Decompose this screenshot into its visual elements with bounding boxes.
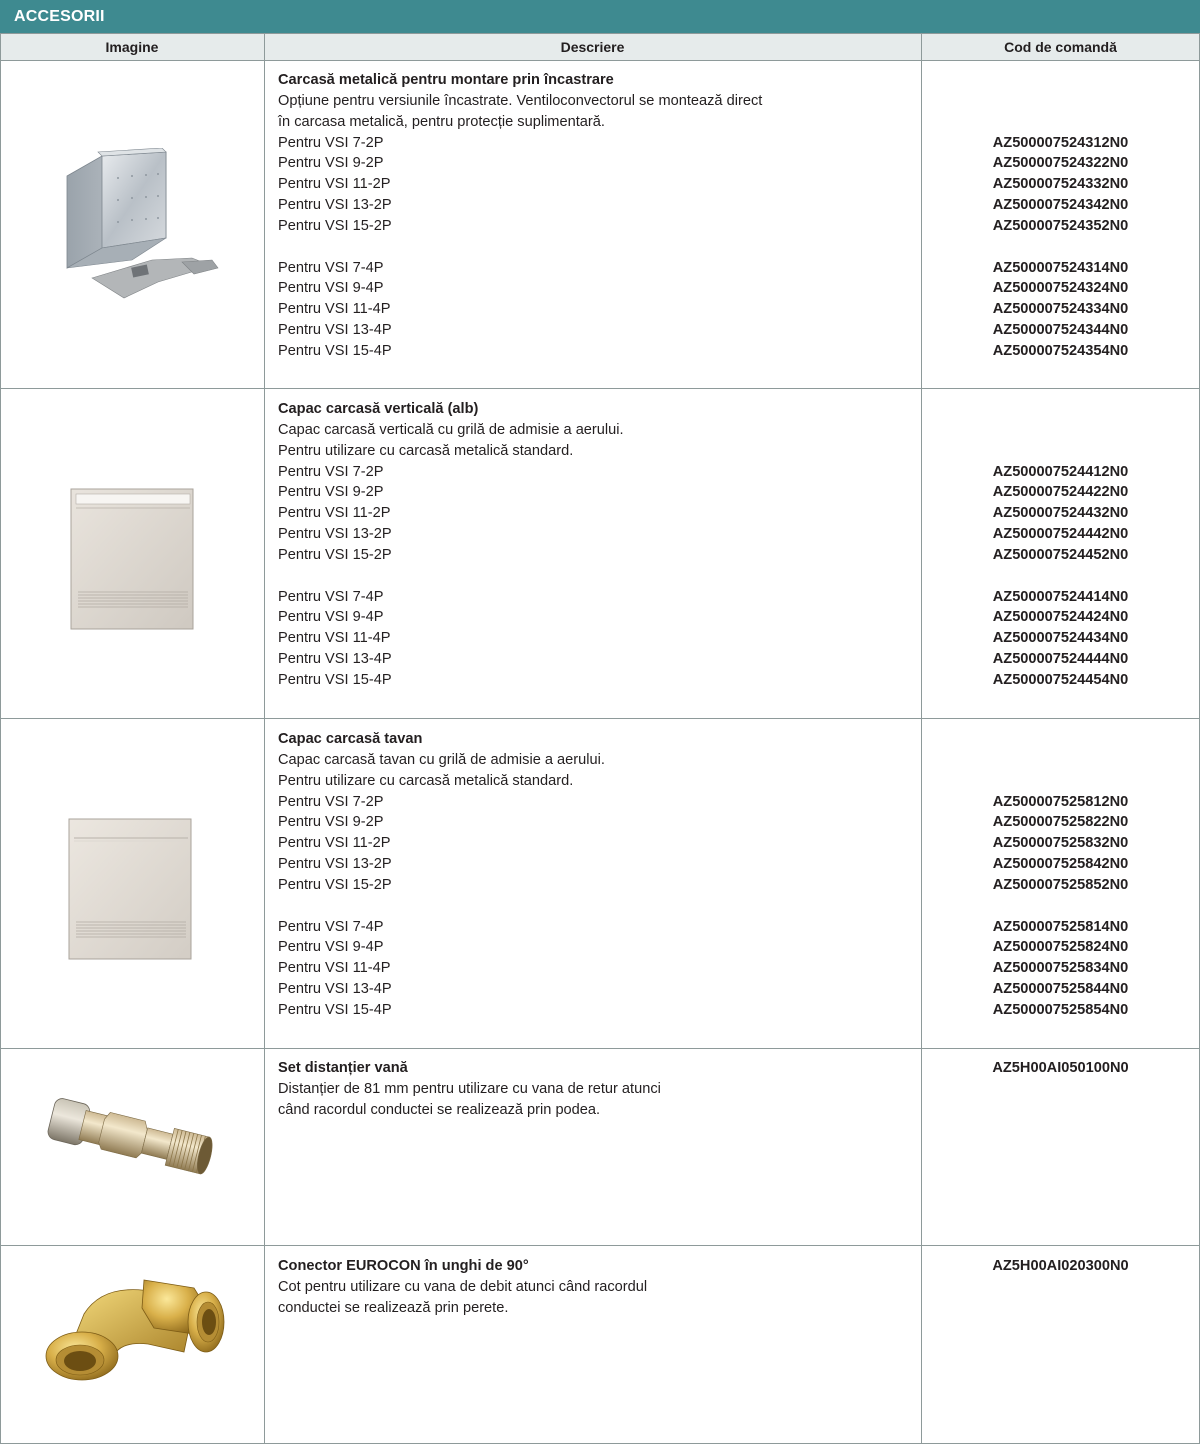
row5-codes xyxy=(922,1256,1199,1277)
row3-model: Pentru VSI 7-4P xyxy=(278,918,384,935)
row3-desc-line: Pentru utilizare cu carcasă metalică standard. xyxy=(278,772,574,789)
order-code: AZ500007525834N0 xyxy=(992,960,1129,977)
row1-model: Pentru VSI 9-4P xyxy=(278,280,384,297)
ceiling-cover-icon xyxy=(68,818,194,967)
row3-model: Pentru VSI 15-4P xyxy=(278,1001,392,1018)
order-code: AZ500007524444N0 xyxy=(992,651,1129,668)
grid-line xyxy=(0,718,1200,719)
order-code: AZ500007525812N0 xyxy=(992,793,1129,810)
order-code: AZ5H00AI050100N0 xyxy=(992,1060,1129,1076)
row3-model: Pentru VSI 15-2P xyxy=(278,876,392,893)
order-code: AZ500007524422N0 xyxy=(992,484,1129,501)
row1-model: Pentru VSI 15-4P xyxy=(278,342,392,359)
header-image: Imagine xyxy=(105,39,159,55)
row1-title: Carcasă metalică pentru montare prin încastrare xyxy=(278,72,614,88)
metal-housing-icon xyxy=(62,148,222,305)
order-code: AZ500007524334N0 xyxy=(992,301,1129,318)
row2-model: Pentru VSI 11-4P xyxy=(278,630,391,647)
row1-description xyxy=(278,70,898,362)
row3-model: Pentru VSI 13-2P xyxy=(278,856,392,873)
row4-codes xyxy=(922,1058,1199,1079)
row1-model: Pentru VSI 11-4P xyxy=(278,301,391,318)
row1-desc-line: în carcasa metalică, pentru protecție suplimentară. xyxy=(278,113,605,130)
row4-desc-line: Distanțier de 81 mm pentru utilizare cu vana de retur atunci xyxy=(278,1080,661,1097)
row2-desc-line: Pentru utilizare cu carcasă metalică standard. xyxy=(278,442,574,459)
order-code: AZ500007524432N0 xyxy=(992,505,1129,522)
row1-model: Pentru VSI 13-4P xyxy=(278,322,392,339)
order-code: AZ500007524454N0 xyxy=(992,671,1129,688)
order-code: AZ500007524344N0 xyxy=(992,322,1129,339)
order-code: AZ500007524424N0 xyxy=(992,609,1129,626)
row1-desc-line: Opțiune pentru versiunile încastrate. Ventiloconvectorul se montează direct xyxy=(278,92,763,109)
order-code: AZ500007525832N0 xyxy=(992,835,1129,852)
row3-model: Pentru VSI 13-4P xyxy=(278,981,392,998)
row2-title: Capac carcasă verticală (alb) xyxy=(278,401,479,417)
row2-model: Pentru VSI 15-4P xyxy=(278,671,392,688)
row2-model: Pentru VSI 9-4P xyxy=(278,609,384,626)
row5-desc-line: conductei se realizează prin perete. xyxy=(278,1299,509,1316)
order-code: AZ500007524314N0 xyxy=(992,259,1129,276)
row2-model: Pentru VSI 13-4P xyxy=(278,651,392,668)
row4-desc-line: când racordul conductei se realizează prin podea. xyxy=(278,1101,601,1118)
vertical-cover-icon xyxy=(70,488,196,637)
order-code: AZ500007524322N0 xyxy=(992,155,1129,172)
row1-codes xyxy=(922,133,1199,362)
row2-desc-line: Capac carcasă verticală cu grilă de admisie a aerului. xyxy=(278,421,624,438)
elbow-connector-icon xyxy=(44,1274,226,1397)
section-title: ACCESORII xyxy=(0,0,1200,34)
order-code: AZ500007524354N0 xyxy=(992,342,1129,359)
row5-desc-line: Cot pentru utilizare cu vana de debit atunci când racordul xyxy=(278,1278,648,1295)
row3-desc-line: Capac carcasă tavan cu grilă de admisie a aerului. xyxy=(278,751,605,768)
row2-model: Pentru VSI 7-4P xyxy=(278,588,384,605)
order-code: AZ500007525842N0 xyxy=(992,856,1129,873)
row1-model: Pentru VSI 13-2P xyxy=(278,197,392,214)
row3-title: Capac carcasă tavan xyxy=(278,731,423,747)
row3-model: Pentru VSI 7-2P xyxy=(278,793,384,810)
row1-model: Pentru VSI 9-2P xyxy=(278,155,384,172)
row3-description xyxy=(278,729,898,1021)
grid-line xyxy=(0,33,1200,34)
order-code: AZ500007524452N0 xyxy=(992,546,1129,563)
order-code: AZ500007524412N0 xyxy=(992,463,1129,480)
header-code: Cod de comandă xyxy=(1004,39,1117,55)
order-code: AZ500007525844N0 xyxy=(992,981,1129,998)
order-code: AZ500007524324N0 xyxy=(992,280,1129,297)
row1-model: Pentru VSI 15-2P xyxy=(278,217,392,234)
row3-model: Pentru VSI 11-4P xyxy=(278,960,391,977)
row3-model: Pentru VSI 9-2P xyxy=(278,814,384,831)
row1-model: Pentru VSI 7-4P xyxy=(278,259,384,276)
row5-description xyxy=(278,1256,898,1319)
row5-title: Conector EUROCON în unghi de 90° xyxy=(278,1258,529,1274)
header-description: Descriere xyxy=(560,39,625,55)
row4-title: Set distanțier vană xyxy=(278,1060,408,1076)
row2-model: Pentru VSI 9-2P xyxy=(278,484,384,501)
order-code: AZ500007524434N0 xyxy=(992,630,1129,647)
valve-spacer-icon xyxy=(44,1096,216,1191)
row2-model: Pentru VSI 13-2P xyxy=(278,526,392,543)
row2-description xyxy=(278,399,898,691)
grid-line xyxy=(0,1048,1200,1049)
order-code: AZ500007525852N0 xyxy=(992,876,1129,893)
order-code: AZ500007525854N0 xyxy=(992,1001,1129,1018)
grid-line xyxy=(264,34,265,1444)
row4-description xyxy=(278,1058,898,1121)
grid-line xyxy=(0,1245,1200,1246)
grid-line xyxy=(0,60,1200,61)
order-code: AZ5H00AI020300N0 xyxy=(992,1258,1129,1274)
order-code: AZ500007525824N0 xyxy=(992,939,1129,956)
order-code: AZ500007525822N0 xyxy=(992,814,1129,831)
table-header xyxy=(0,34,1200,60)
order-code: AZ500007524342N0 xyxy=(992,197,1129,214)
order-code: AZ500007524312N0 xyxy=(992,134,1129,151)
row2-model: Pentru VSI 11-2P xyxy=(278,505,391,522)
grid-line xyxy=(0,388,1200,389)
row2-model: Pentru VSI 7-2P xyxy=(278,463,384,480)
order-code: AZ500007524414N0 xyxy=(992,588,1129,605)
row2-codes xyxy=(922,462,1199,691)
row3-codes xyxy=(922,792,1199,1021)
row3-model: Pentru VSI 9-4P xyxy=(278,939,384,956)
row3-model: Pentru VSI 11-2P xyxy=(278,835,391,852)
order-code: AZ500007525814N0 xyxy=(992,918,1129,935)
order-code: AZ500007524332N0 xyxy=(992,176,1129,193)
row2-model: Pentru VSI 15-2P xyxy=(278,546,392,563)
order-code: AZ500007524352N0 xyxy=(992,217,1129,234)
order-code: AZ500007524442N0 xyxy=(992,526,1129,543)
row1-model: Pentru VSI 7-2P xyxy=(278,134,384,151)
grid-line xyxy=(0,34,1,1444)
row1-model: Pentru VSI 11-2P xyxy=(278,176,391,193)
